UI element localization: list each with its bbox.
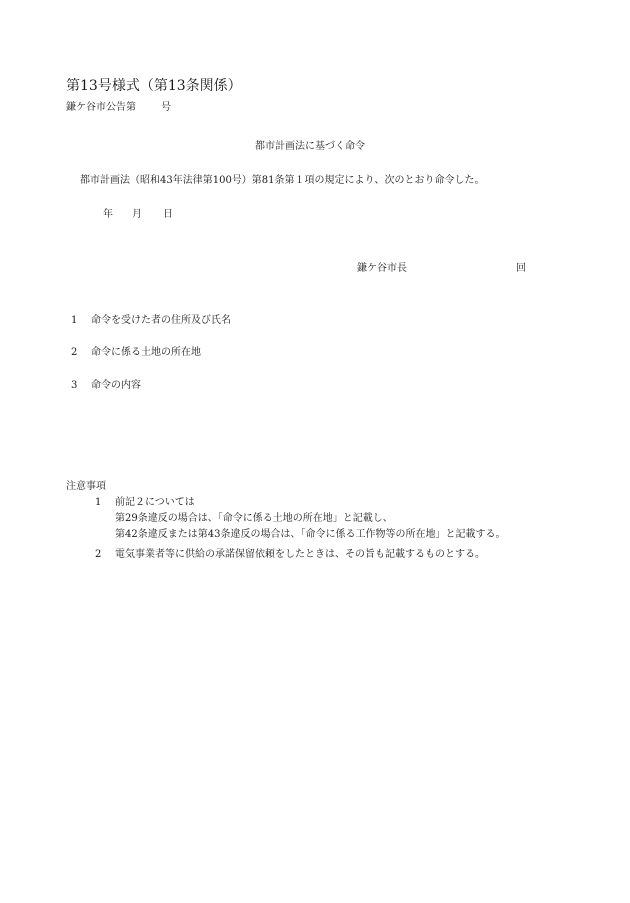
note-text: 前記２については: [115, 497, 195, 508]
item-number: 3: [71, 380, 78, 391]
item-number: 1: [71, 315, 78, 326]
date-month: 月: [132, 209, 142, 220]
notice-number: [66, 103, 171, 113]
notes-heading: 注意事項: [66, 481, 106, 492]
body-text: 都市計画法（昭和43年法律第100号）第81条第１項の規定により、次のとおり命令した。: [80, 175, 485, 186]
note-number: 1: [95, 497, 102, 508]
note-text: 第29条違反の場合は、「命令に係る土地の所在地」と記載し、: [115, 513, 393, 524]
item-number: 2: [71, 347, 78, 358]
issuer-title: 鎌ケ谷市長: [357, 263, 407, 274]
date-line: [103, 210, 173, 220]
note-text: 第42条違反または第43条違反の場合は、「命令に係る工作物等の所在地」と記載する。: [115, 529, 506, 540]
notice-number-suffix: 号: [161, 102, 171, 113]
form-number: 第13号様式（第13条関係）: [66, 78, 242, 94]
item-label: 命令に係る土地の所在地: [91, 347, 201, 358]
item-label: 命令の内容: [91, 380, 141, 391]
item-label: 命令を受けた者の住所及び氏名: [91, 315, 231, 326]
list-item: [71, 348, 201, 358]
list-item: [71, 381, 141, 391]
note-text: 電気事業者等に供給の承諾保留依頼をしたときは、その旨も記載するものとする。: [115, 549, 485, 560]
date-year: 年: [103, 209, 113, 220]
seal-mark: 回: [516, 263, 526, 274]
notice-number-prefix: 鎌ケ谷市公告第: [66, 102, 136, 113]
list-item: [71, 316, 231, 326]
document-title: 都市計画法に基づく命令: [255, 141, 365, 152]
date-day: 日: [163, 209, 173, 220]
note-number: 2: [95, 549, 102, 560]
